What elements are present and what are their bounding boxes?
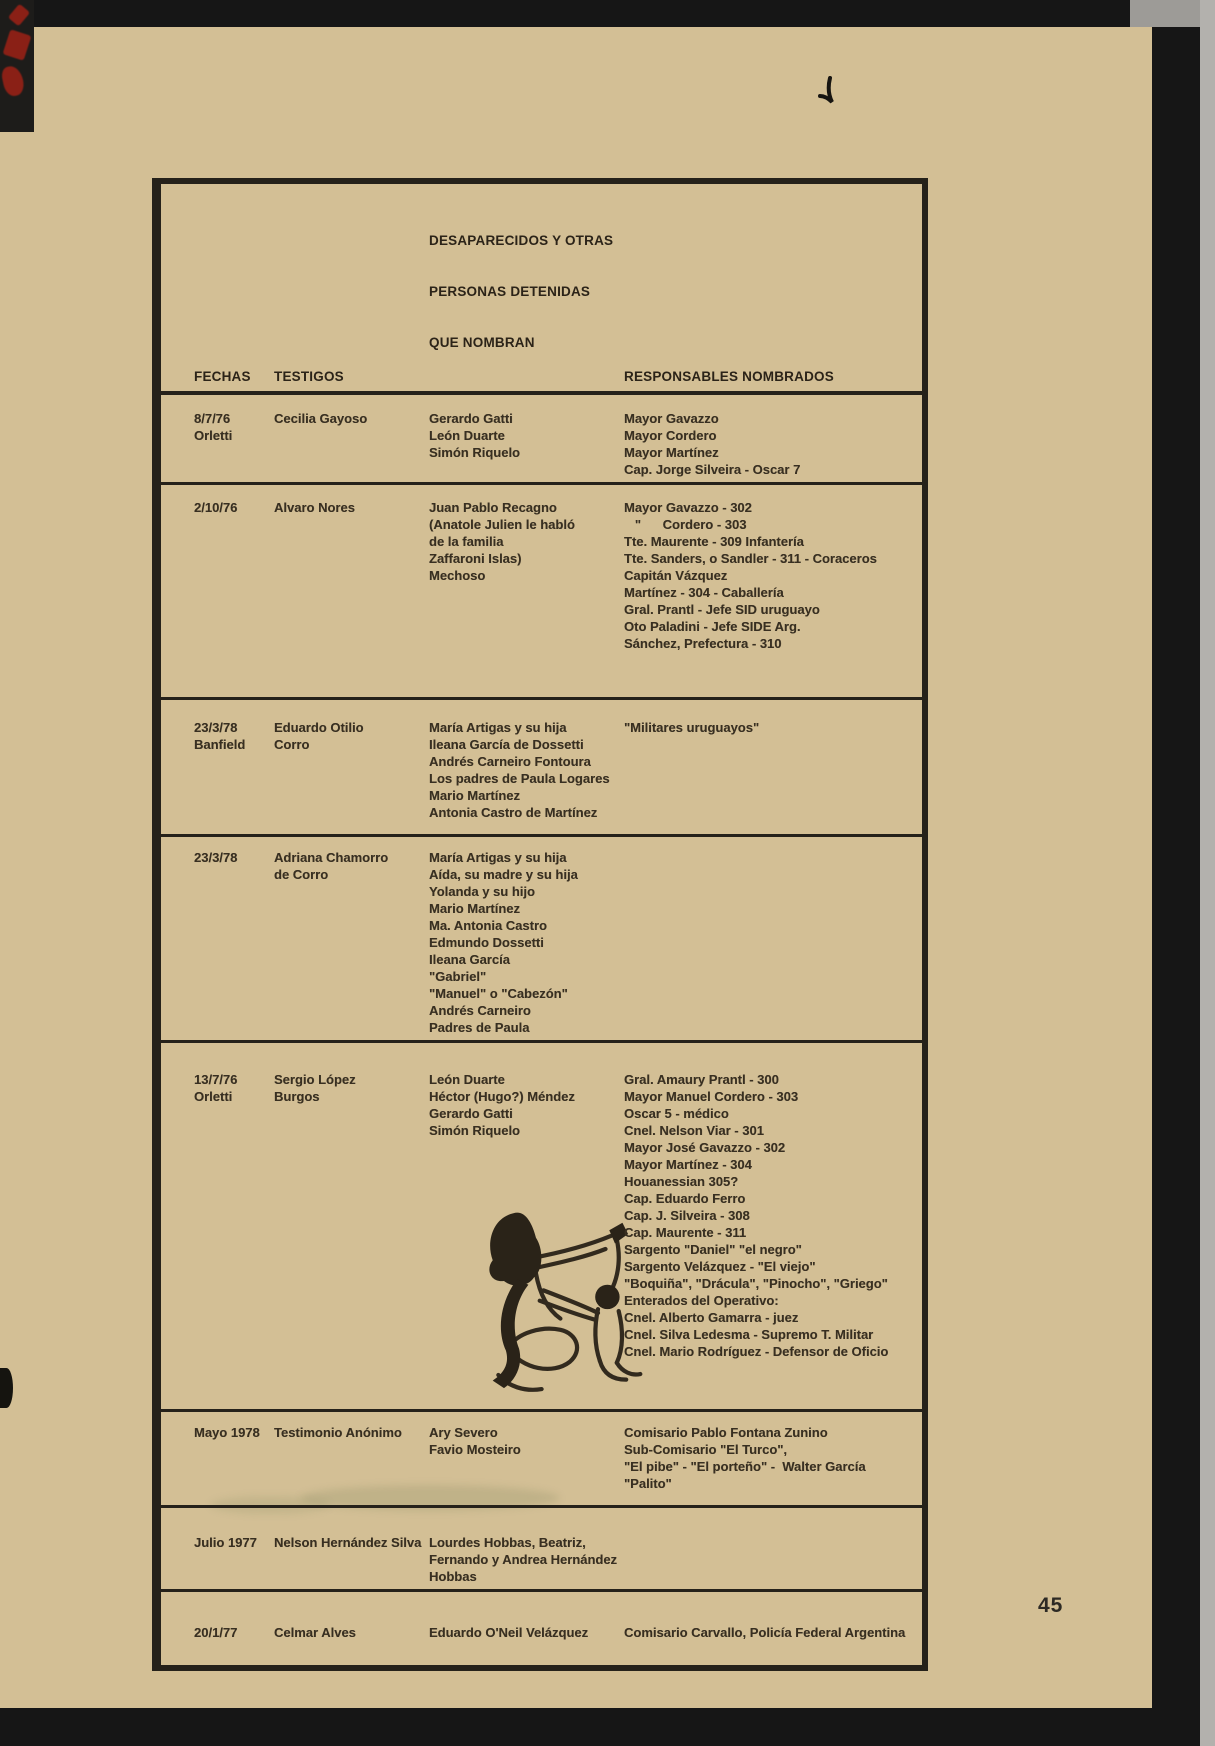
scan-ink-blob (0, 1368, 13, 1408)
scan-edge-bottom (0, 1708, 1200, 1746)
text-line: Hobbas (429, 1569, 477, 1584)
text-line: Mayor Gavazzo (624, 411, 719, 426)
text-line: "El pibe" - "El porteño" - Walter García (624, 1459, 866, 1474)
text-line: León Duarte (429, 1072, 505, 1087)
text-line: Yolanda y su hijo (429, 884, 535, 899)
text-line: Nelson Hernández Silva (274, 1535, 422, 1550)
cell-fecha (194, 410, 274, 478)
text-line: "Gabriel" (429, 969, 487, 984)
text-line: Cap. Jorge Silveira - Oscar 7 (624, 462, 801, 477)
text-line: Capitán Vázquez (624, 568, 728, 583)
text-line: Sánchez, Prefectura - 310 (624, 636, 782, 651)
text-line: Gerardo Gatti (429, 411, 513, 426)
table-row (161, 837, 922, 1043)
table-row (161, 1412, 922, 1508)
text-line: Comisario Carvallo, Policía Federal Argentina (624, 1625, 906, 1640)
text-line: 20/1/77 (194, 1625, 238, 1640)
text-line: Cnel. Nelson Viar - 301 (624, 1123, 764, 1138)
text-line: Cnel. Alberto Gamarra - juez (624, 1310, 799, 1325)
text-line: "Boquiña", "Drácula", "Pinocho", "Griego" (624, 1276, 888, 1291)
text-line: Cnel. Mario Rodríguez - Defensor de Oficio (624, 1344, 889, 1359)
text-line: Sergio López (274, 1072, 356, 1087)
text-line: 13/7/76 (194, 1072, 238, 1087)
text-line: 8/7/76 (194, 411, 231, 426)
text-line: Cap. J. Silveira - 308 (624, 1208, 750, 1223)
text-line: Martínez - 304 - Caballería (624, 585, 784, 600)
cell-nombrados (429, 1424, 624, 1501)
text-line: Eduardo O'Neil Velázquez (429, 1625, 589, 1640)
header-line: DESAPARECIDOS Y OTRAS (429, 233, 614, 248)
cell-responsables (624, 719, 916, 830)
cell-responsables (624, 499, 916, 693)
text-line: Celmar Alves (274, 1625, 356, 1640)
text-line: Mario Martínez (429, 788, 521, 803)
text-line: Lourdes Hobbas, Beatriz, (429, 1535, 586, 1550)
text-line: Sargento "Daniel" "el negro" (624, 1242, 802, 1257)
cell-fecha (194, 1424, 274, 1501)
cell-nombrados (429, 719, 624, 830)
text-line: Simón Riquelo (429, 445, 520, 460)
text-line: Simón Riquelo (429, 1123, 520, 1138)
cell-fecha (194, 849, 274, 1036)
header-line: PERSONAS DETENIDAS (429, 284, 591, 299)
cell-testigo (274, 499, 429, 693)
text-line: Los padres de Paula Logares (429, 771, 610, 786)
cell-responsables (624, 1424, 916, 1501)
cell-fecha (194, 1624, 274, 1661)
stray-check-ink-mark (816, 76, 846, 110)
text-line: (Anatole Julien le habló (429, 517, 575, 532)
text-line: Ma. Antonia Castro (429, 918, 547, 933)
text-line: Fernando y Andrea Hernández (429, 1552, 618, 1567)
text-line: Alvaro Nores (274, 500, 355, 515)
table-row (161, 1043, 922, 1412)
page-number: 45 (1038, 1594, 1064, 1617)
cell-responsables (624, 1071, 916, 1405)
cell-fecha (194, 1071, 274, 1405)
cell-responsables (624, 849, 916, 1036)
text-line: Mayor Martínez - 304 (624, 1157, 752, 1172)
detainees-table (152, 178, 928, 1671)
text-line: Sub-Comisario "El Turco", (624, 1442, 788, 1457)
text-line: Oscar 5 - médico (624, 1106, 729, 1121)
text-line: Julio 1977 (194, 1535, 257, 1550)
table-row (161, 700, 922, 837)
text-line: Oto Paladini - Jefe SIDE Arg. (624, 619, 801, 634)
text-line: Juan Pablo Recagno (429, 500, 557, 515)
red-ink-mark (3, 29, 32, 61)
text-line: Ary Severo (429, 1425, 498, 1440)
text-line: Cnel. Silva Ledesma - Supremo T. Militar (624, 1327, 874, 1342)
text-line: Comisario Pablo Fontana Zunino (624, 1425, 828, 1440)
table-row (161, 485, 922, 700)
scan-edge-top (0, 0, 1160, 27)
cell-testigo (274, 1071, 429, 1405)
cell-nombrados (429, 1534, 624, 1585)
text-line: Banfield (194, 737, 246, 752)
text-line: "Palito" (624, 1476, 672, 1491)
text-line: "Militares uruguayos" (624, 720, 760, 735)
cell-testigo (274, 1624, 429, 1661)
cell-nombrados (429, 499, 624, 693)
cell-testigo (274, 1534, 429, 1585)
table-row (161, 395, 922, 485)
cell-nombrados (429, 1624, 624, 1661)
scan-edge-right (1152, 0, 1200, 1746)
text-line: Tte. Maurente - 309 Infantería (624, 534, 804, 549)
cell-responsables (624, 1624, 916, 1661)
header-desaparecidos (429, 198, 624, 385)
text-line: Zaffaroni Islas) (429, 551, 522, 566)
text-line: Cecilia Gayoso (274, 411, 368, 426)
text-line: 23/3/78 (194, 850, 238, 865)
text-line: Corro (274, 737, 310, 752)
table-header-row (161, 184, 922, 395)
text-line: Mayor Manuel Cordero - 303 (624, 1089, 799, 1104)
scan-corner-block (0, 0, 34, 132)
cell-responsables (624, 410, 916, 478)
text-line: Mayor Gavazzo - 302 (624, 500, 752, 515)
text-line: Cap. Eduardo Ferro (624, 1191, 746, 1206)
cell-fecha (194, 499, 274, 693)
text-line: Mechoso (429, 568, 486, 583)
cell-testigo (274, 719, 429, 830)
table-row (161, 1592, 922, 1665)
cell-fecha (194, 719, 274, 830)
text-line: Padres de Paula (429, 1020, 530, 1035)
text-line: Andrés Carneiro (429, 1003, 531, 1018)
scan-strip-right (1200, 0, 1215, 1746)
text-line: Tte. Sanders, o Sandler - 311 - Coraceros (624, 551, 877, 566)
header-line: QUE NOMBRAN (429, 335, 535, 350)
cell-testigo (274, 410, 429, 478)
text-line: Mayor Cordero (624, 428, 717, 443)
cell-nombrados (429, 410, 624, 478)
text-line: Antonia Castro de Martínez (429, 805, 598, 820)
text-line: Ileana García de Dossetti (429, 737, 584, 752)
text-line: Adriana Chamorro (274, 850, 389, 865)
text-line: María Artigas y su hija (429, 850, 567, 865)
mother-and-child-illustration (439, 1185, 627, 1387)
text-line: Sargento Velázquez - "El viejo" (624, 1259, 816, 1274)
header-fechas: FECHAS (194, 369, 251, 384)
table-rows (161, 395, 922, 1665)
red-ink-mark (0, 64, 26, 98)
cell-responsables (624, 1534, 916, 1585)
text-line: Edmundo Dossetti (429, 935, 544, 950)
text-line: "Manuel" o "Cabezón" (429, 986, 568, 1001)
text-line: Gerardo Gatti (429, 1106, 513, 1121)
text-line: de la familia (429, 534, 504, 549)
text-line: " Cordero - 303 (624, 517, 747, 532)
text-line: Eduardo Otilio (274, 720, 364, 735)
text-line: Mayor Martínez (624, 445, 719, 460)
text-line: 23/3/78 (194, 720, 238, 735)
text-line: Mayo 1978 (194, 1425, 260, 1440)
text-line: Enterados del Operativo: (624, 1293, 779, 1308)
text-line: Orletti (194, 1089, 233, 1104)
text-line: de Corro (274, 867, 329, 882)
red-ink-mark (8, 4, 30, 27)
text-line: Testimonio Anónimo (274, 1425, 402, 1440)
text-line: María Artigas y su hija (429, 720, 567, 735)
cell-nombrados (429, 849, 624, 1036)
text-line: Gral. Amaury Prantl - 300 (624, 1072, 779, 1087)
text-line: Mayor José Gavazzo - 302 (624, 1140, 786, 1155)
text-line: Gral. Prantl - Jefe SID uruguayo (624, 602, 820, 617)
text-line: León Duarte (429, 428, 505, 443)
text-line: Houanessian 305? (624, 1174, 739, 1189)
cell-nombrados (429, 1071, 624, 1405)
text-line: Aída, su madre y su hija (429, 867, 578, 882)
text-line: 2/10/76 (194, 500, 238, 515)
text-line: Cap. Maurente - 311 (624, 1225, 747, 1240)
text-line: Orletti (194, 428, 233, 443)
text-line: Burgos (274, 1089, 320, 1104)
cell-fecha (194, 1534, 274, 1585)
table-row (161, 1508, 922, 1592)
text-line: Héctor (Hugo?) Méndez (429, 1089, 575, 1104)
text-line: Andrés Carneiro Fontoura (429, 754, 591, 769)
text-line: Favio Mosteiro (429, 1442, 521, 1457)
cell-testigo (274, 1424, 429, 1501)
scan-strip-top-right (1130, 0, 1200, 27)
text-line: Mario Martínez (429, 901, 521, 916)
header-responsables: RESPONSABLES NOMBRADOS (624, 369, 834, 384)
cell-testigo (274, 849, 429, 1036)
text-line: Ileana García (429, 952, 510, 967)
header-testigos: TESTIGOS (274, 369, 344, 384)
